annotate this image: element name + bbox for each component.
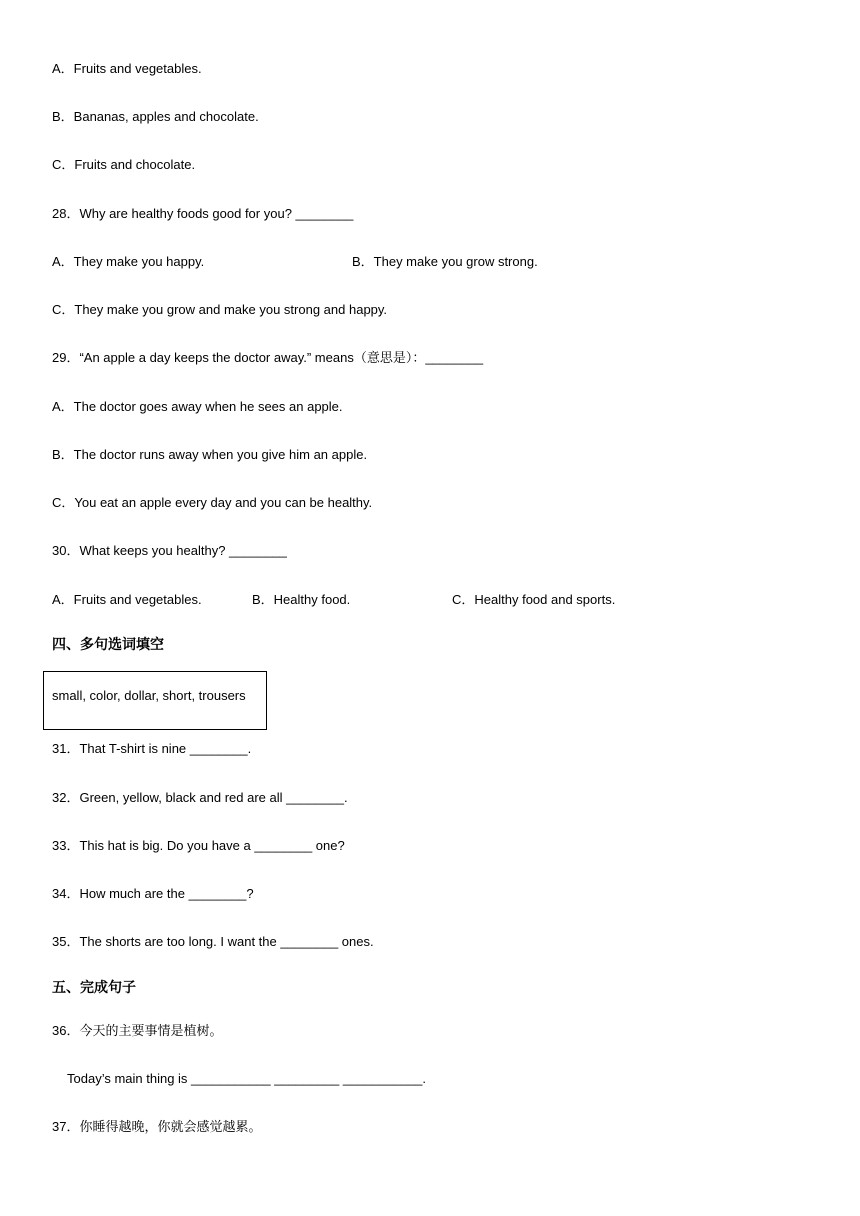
q29-option-a: A．The doctor goes away when he sees an apple. xyxy=(52,399,343,414)
q37-question: 37．你睡得越晚，你就会感觉越累。 xyxy=(52,1119,262,1134)
q28-option-a: A．They make you happy. xyxy=(52,254,205,269)
q29-option-c: C．You eat an apple every day and you can be healthy. xyxy=(52,495,373,510)
section4-heading: 四、多句选词填空 xyxy=(52,636,164,652)
q36-question: 36．今天的主要事情是植树。 xyxy=(52,1023,223,1038)
word-bank-text: small, color, dollar, short, trousers xyxy=(52,688,246,703)
section5-heading: 五、完成句子 xyxy=(52,979,136,995)
q36-answer-line: Today’s main thing is ___________ _________ ___________. xyxy=(67,1071,427,1086)
q32-question: 32．Green, yellow, black and red are all ________. xyxy=(52,790,348,805)
q28-option-c: C．They make you grow and make you strong and happy. xyxy=(52,302,388,317)
q33-question: 33．This hat is big. Do you have a ________ one? xyxy=(52,838,345,853)
word-bank-box xyxy=(43,671,267,730)
q30-option-a: A．Fruits and vegetables. xyxy=(52,592,202,607)
q34-question: 34．How much are the ________? xyxy=(52,886,254,901)
q28-option-b: B．They make you grow strong. xyxy=(352,254,538,269)
q27-option-a: A．Fruits and vegetables. xyxy=(52,61,202,76)
q29-option-b: B．The doctor runs away when you give him an apple. xyxy=(52,447,368,462)
q27-option-c: C．Fruits and chocolate. xyxy=(52,157,196,172)
q30-question: 30．What keeps you healthy? ________ xyxy=(52,543,287,558)
q31-question: 31．That T-shirt is nine ________. xyxy=(52,741,252,756)
q28-question: 28．Why are healthy foods good for you? ________ xyxy=(52,206,354,221)
q30-option-b: B．Healthy food. xyxy=(252,592,351,607)
q35-question: 35．The shorts are too long. I want the ________ ones. xyxy=(52,934,374,949)
q27-option-b: B．Bananas, apples and chocolate. xyxy=(52,109,259,124)
q30-option-c: C．Healthy food and sports. xyxy=(452,592,616,607)
q29-question: 29．“An apple a day keeps the doctor away.” means（意思是）：________ xyxy=(52,350,484,365)
